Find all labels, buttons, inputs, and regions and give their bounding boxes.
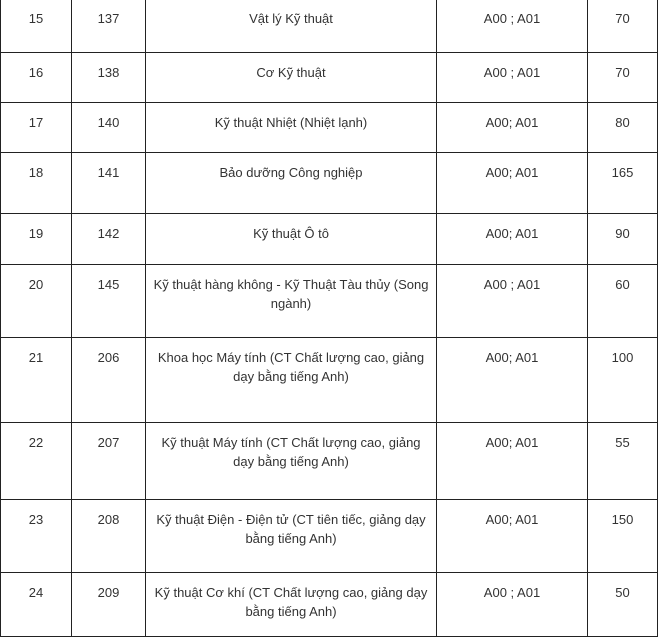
subject-group: A00; A01 bbox=[437, 423, 588, 500]
program-name: Khoa học Máy tính (CT Chất lượng cao, giảng dạy bằng tiếng Anh) bbox=[146, 338, 437, 423]
row-number: 23 bbox=[1, 500, 72, 573]
quota: 55 bbox=[588, 423, 658, 500]
subject-group: A00 ; A01 bbox=[437, 573, 588, 637]
quota: 165 bbox=[588, 153, 658, 214]
subject-group: A00; A01 bbox=[437, 214, 588, 265]
program-name: Kỹ thuật Cơ khí (CT Chất lượng cao, giảng dạy bằng tiếng Anh) bbox=[146, 573, 437, 637]
program-name: Kỹ thuật Ô tô bbox=[146, 214, 437, 265]
subject-group: A00 ; A01 bbox=[437, 53, 588, 103]
quota: 70 bbox=[588, 53, 658, 103]
program-code: 209 bbox=[72, 573, 146, 637]
row-number: 20 bbox=[1, 265, 72, 338]
program-name: Kỹ thuật Nhiệt (Nhiệt lạnh) bbox=[146, 103, 437, 153]
subject-group: A00 ; A01 bbox=[437, 0, 588, 53]
table-row bbox=[1, 573, 658, 637]
table-row bbox=[1, 265, 658, 338]
row-number: 22 bbox=[1, 423, 72, 500]
program-name: Kỹ thuật Máy tính (CT Chất lượng cao, giảng dạy bằng tiếng Anh) bbox=[146, 423, 437, 500]
subject-group: A00; A01 bbox=[437, 103, 588, 153]
row-number: 19 bbox=[1, 214, 72, 265]
program-code: 142 bbox=[72, 214, 146, 265]
subject-group: A00; A01 bbox=[437, 338, 588, 423]
program-code: 137 bbox=[72, 0, 146, 53]
table-row bbox=[1, 0, 658, 53]
table-row bbox=[1, 153, 658, 214]
row-number: 17 bbox=[1, 103, 72, 153]
quota: 70 bbox=[588, 0, 658, 53]
quota: 60 bbox=[588, 265, 658, 338]
program-name: Kỹ thuật Điện - Điện tử (CT tiên tiếc, giảng dạy bằng tiếng Anh) bbox=[146, 500, 437, 573]
program-code: 141 bbox=[72, 153, 146, 214]
program-name: Vật lý Kỹ thuật bbox=[146, 0, 437, 53]
program-code: 140 bbox=[72, 103, 146, 153]
program-name: Bảo dưỡng Công nghiệp bbox=[146, 153, 437, 214]
table-row bbox=[1, 423, 658, 500]
row-number: 15 bbox=[1, 0, 72, 53]
quota: 80 bbox=[588, 103, 658, 153]
row-number: 21 bbox=[1, 338, 72, 423]
subject-group: A00; A01 bbox=[437, 153, 588, 214]
quota: 100 bbox=[588, 338, 658, 423]
program-name: Cơ Kỹ thuật bbox=[146, 53, 437, 103]
program-code: 208 bbox=[72, 500, 146, 573]
quota: 150 bbox=[588, 500, 658, 573]
program-code: 207 bbox=[72, 423, 146, 500]
table-row bbox=[1, 500, 658, 573]
table-row bbox=[1, 338, 658, 423]
quota: 50 bbox=[588, 573, 658, 637]
row-number: 16 bbox=[1, 53, 72, 103]
subject-group: A00 ; A01 bbox=[437, 265, 588, 338]
table-row bbox=[1, 53, 658, 103]
program-code: 145 bbox=[72, 265, 146, 338]
subject-group: A00; A01 bbox=[437, 500, 588, 573]
table-row bbox=[1, 103, 658, 153]
program-name: Kỹ thuật hàng không - Kỹ Thuật Tàu thủy (Song ngành) bbox=[146, 265, 437, 338]
program-code: 206 bbox=[72, 338, 146, 423]
program-code: 138 bbox=[72, 53, 146, 103]
row-number: 18 bbox=[1, 153, 72, 214]
quota: 90 bbox=[588, 214, 658, 265]
row-number: 24 bbox=[1, 573, 72, 637]
table-row bbox=[1, 214, 658, 265]
